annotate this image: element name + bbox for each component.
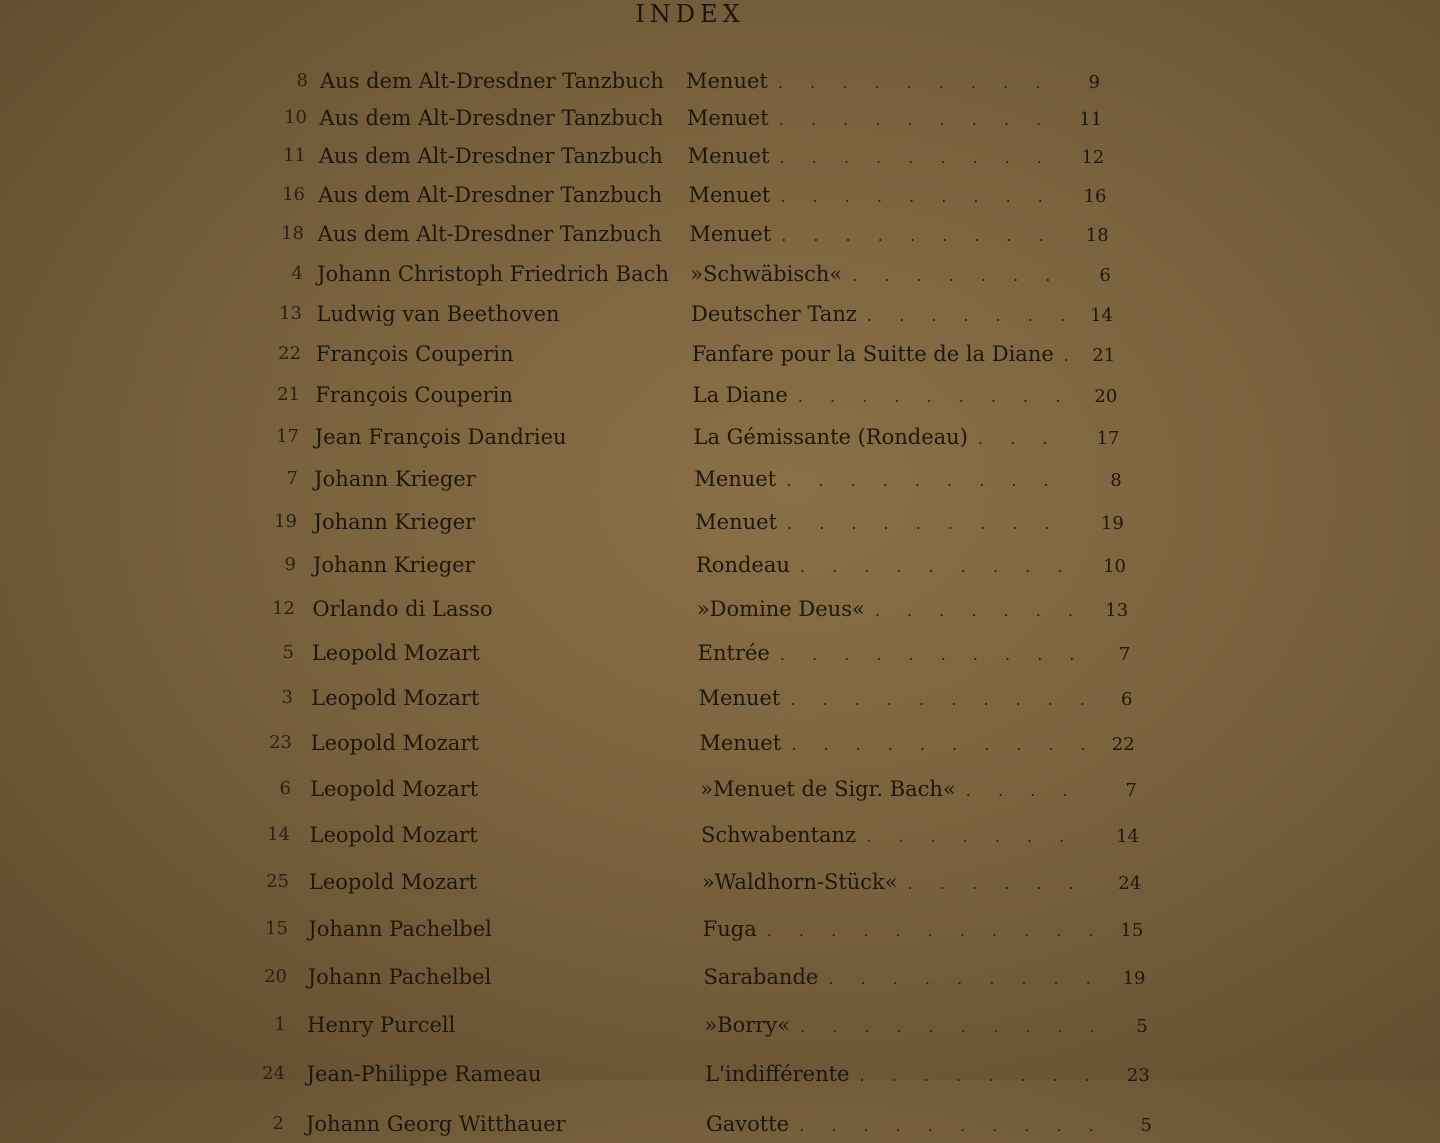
entry-piece-title: Menuet	[688, 182, 771, 207]
dot-leader	[798, 380, 1071, 414]
entry-composer: Henry Purcell	[307, 1013, 456, 1038]
index-entry	[0, 101, 1440, 135]
entry-piece-line	[694, 462, 1121, 498]
dot-leader	[767, 914, 1098, 948]
index-entry	[0, 178, 1440, 212]
dot-leader	[866, 820, 1093, 854]
entry-page-number: 20	[1094, 386, 1118, 408]
entry-page-number: 17	[1096, 427, 1120, 449]
entry-piece-title: Fuga	[702, 917, 757, 941]
entry-piece-title: Menuet	[687, 144, 770, 169]
entry-piece-title: Fanfare pour la Suitte de la Diane	[691, 342, 1054, 367]
entry-piece-line	[704, 960, 1146, 996]
entry-number: 2	[272, 1112, 284, 1134]
entry-page-number: 5	[1136, 1016, 1148, 1038]
entry-page-number: 8	[1110, 470, 1122, 491]
entry-number: 19	[274, 510, 297, 532]
index-entry	[0, 337, 1440, 371]
entry-page-number: 7	[1125, 779, 1137, 801]
entry-piece-line	[689, 178, 1107, 214]
index-entry	[0, 1107, 1440, 1141]
entry-page-number: 7	[1118, 643, 1131, 665]
entry-composer: François Couperin	[315, 383, 513, 408]
entry-piece-line	[695, 505, 1124, 541]
entry-composer: Leopold Mozart	[311, 640, 480, 665]
entry-piece-line	[706, 1107, 1152, 1143]
dot-leader	[800, 550, 1080, 584]
dot-leader	[828, 962, 1099, 996]
dot-leader	[778, 66, 1054, 100]
entry-piece-line	[700, 772, 1137, 808]
dot-leader	[867, 299, 1067, 333]
entry-piece-line	[690, 257, 1111, 293]
entry-piece-line	[701, 818, 1139, 854]
dot-leader	[852, 259, 1065, 293]
entry-piece-title: Rondeau	[696, 552, 790, 577]
entry-piece-title: Menuet	[686, 106, 769, 131]
entry-composer: Johann Pachelbel	[307, 964, 492, 989]
dot-leader	[1064, 339, 1069, 373]
entry-composer: François Couperin	[315, 342, 514, 367]
entry-page-number: 14	[1116, 825, 1139, 847]
entry-piece-line	[699, 726, 1134, 762]
entry-composer: Aus dem Alt-Dresdner Tanzbuch	[319, 106, 664, 131]
entry-number: 1	[274, 1014, 286, 1036]
entry-composer: Leopold Mozart	[309, 822, 478, 847]
entry-piece-line	[705, 1057, 1150, 1093]
entry-number: 4	[291, 262, 303, 284]
entry-composer: Aus dem Alt-Dresdner Tanzbuch	[318, 182, 663, 207]
dot-leader	[787, 507, 1078, 541]
entry-piece-line	[688, 139, 1105, 175]
index-entry	[0, 772, 1440, 806]
entry-piece-title: »Menuet de Sigr. Bach«	[700, 776, 956, 801]
entry-piece-line	[689, 217, 1108, 253]
entry-piece-line	[697, 592, 1128, 628]
entry-page-number: 19	[1122, 967, 1146, 989]
entry-page-number: 5	[1140, 1114, 1152, 1136]
entry-composer: Johann Georg Witthauer	[306, 1111, 566, 1136]
entry-number: 8	[296, 70, 308, 91]
entry-number: 20	[264, 965, 287, 987]
index-entry	[0, 1008, 1440, 1042]
entry-piece-title: Sarabande	[703, 964, 819, 989]
dot-leader	[800, 1010, 1102, 1044]
entry-number: 15	[265, 918, 288, 939]
entry-composer: Leopold Mozart	[310, 776, 479, 801]
entry-number: 9	[284, 553, 296, 575]
entry-page-number: 22	[1111, 733, 1135, 755]
entry-page-number: 24	[1118, 872, 1142, 894]
entry-piece-line	[686, 64, 1100, 100]
entry-composer: Jean François Dandrieu	[314, 424, 567, 449]
entry-piece-line	[699, 681, 1133, 717]
entry-number: 16	[282, 183, 305, 205]
entry-composer: Orlando di Lasso	[312, 596, 493, 621]
entry-piece-line	[693, 378, 1118, 414]
entry-page-number: 15	[1120, 920, 1144, 941]
entry-composer: Aus dem Alt-Dresdner Tanzbuch	[317, 221, 662, 246]
dot-leader	[780, 180, 1060, 214]
entry-composer: Aus dem Alt-Dresdner Tanzbuch	[318, 144, 663, 169]
entry-page-number: 12	[1081, 147, 1105, 169]
page-title: INDEX	[635, 0, 745, 28]
entry-page-number: 19	[1100, 512, 1124, 534]
entry-page-number: 6	[1121, 688, 1133, 710]
entry-piece-title: Deutscher Tanz	[691, 301, 857, 326]
entry-number: 11	[283, 145, 306, 167]
index-entry	[0, 420, 1440, 454]
dot-leader	[908, 867, 1096, 901]
entry-piece-line	[703, 912, 1144, 948]
entry-page-number: 11	[1079, 109, 1103, 131]
index-entry	[0, 818, 1440, 852]
entry-number: 25	[266, 870, 289, 892]
dot-leader	[779, 103, 1056, 137]
index-entry	[0, 505, 1440, 539]
index-entry	[0, 217, 1440, 251]
entry-number: 10	[284, 107, 307, 129]
index-entry	[0, 865, 1440, 899]
entry-composer: Jean-Philippe Rameau	[306, 1062, 542, 1087]
entry-piece-line	[702, 865, 1141, 901]
entry-page-number: 18	[1085, 224, 1109, 246]
entry-page-number: 16	[1083, 185, 1107, 207]
index-entry	[0, 912, 1440, 946]
entry-piece-title: Gavotte	[706, 1111, 790, 1136]
entry-composer: Aus dem Alt-Dresdner Tanzbuch	[320, 69, 664, 93]
index-entry	[0, 681, 1440, 715]
entry-piece-line	[691, 297, 1113, 333]
index-entry	[0, 726, 1440, 760]
entry-piece-title: L'indifférente	[705, 1062, 850, 1087]
entry-composer: Leopold Mozart	[310, 730, 479, 755]
entry-composer: Ludwig van Beethoven	[316, 301, 560, 326]
entry-page-number: 9	[1088, 72, 1100, 93]
entry-composer: Johann Krieger	[313, 509, 476, 534]
entry-piece-title: Menuet	[686, 69, 768, 93]
dot-leader	[780, 638, 1084, 672]
entry-piece-title: Menuet	[689, 221, 772, 246]
entry-number: 13	[279, 302, 302, 324]
index-entry	[0, 548, 1440, 582]
index-entry	[0, 257, 1440, 291]
entry-piece-title: Entrée	[697, 640, 770, 665]
entry-page-number: 21	[1092, 345, 1116, 367]
dot-leader	[978, 422, 1074, 456]
entry-piece-title: »Waldhorn-Stück«	[701, 869, 898, 894]
entry-composer: Johann Krieger	[313, 552, 475, 577]
entry-composer: Johann Christoph Friedrich Bach	[317, 261, 669, 286]
entry-number: 21	[277, 384, 300, 406]
index-entry	[0, 960, 1440, 994]
entry-piece-title: »Schwäbisch«	[690, 261, 843, 286]
entry-page-number: 10	[1103, 555, 1126, 577]
entry-number: 12	[272, 597, 295, 619]
entry-piece-title: Menuet	[698, 685, 781, 710]
index-entry	[0, 462, 1440, 496]
index-entry	[0, 1057, 1440, 1091]
entry-piece-line	[696, 548, 1126, 584]
entry-composer: Leopold Mozart	[311, 685, 480, 710]
dot-leader	[790, 683, 1086, 717]
dot-leader	[786, 464, 1075, 498]
index-entry	[0, 297, 1440, 331]
entry-page-number: 6	[1099, 264, 1111, 286]
entry-piece-title: La Diane	[692, 383, 788, 408]
entry-number: 17	[276, 425, 299, 447]
entry-piece-title: Menuet	[695, 509, 778, 534]
index-entry	[0, 64, 1440, 98]
entry-piece-title: Menuet	[694, 467, 777, 491]
dot-leader	[875, 594, 1082, 628]
entry-number: 5	[282, 641, 294, 663]
entry-number: 7	[286, 468, 298, 489]
index-entry	[0, 378, 1440, 412]
index-entry	[0, 139, 1440, 173]
dot-leader	[781, 219, 1062, 253]
entry-composer: Johann Krieger	[314, 467, 476, 491]
dot-leader	[859, 1059, 1103, 1093]
entry-piece-line	[692, 337, 1115, 373]
index-entry	[0, 592, 1440, 626]
entry-number: 14	[267, 823, 290, 845]
entry-composer: Leopold Mozart	[308, 869, 478, 894]
dot-leader	[799, 1109, 1106, 1143]
entry-piece-line	[694, 420, 1120, 456]
entry-page-number: 13	[1105, 599, 1129, 621]
index-entry	[0, 636, 1440, 670]
entry-piece-title: »Domine Deus«	[696, 596, 865, 621]
entry-number: 18	[281, 222, 304, 244]
entry-piece-title: »Borry«	[704, 1013, 791, 1038]
entry-piece-title: La Gémissante (Rondeau)	[693, 424, 968, 449]
entry-piece-title: Menuet	[699, 730, 782, 755]
entry-number: 6	[279, 777, 291, 799]
entry-composer: Johann Pachelbel	[308, 917, 492, 941]
entry-piece-line	[704, 1008, 1147, 1044]
entry-page-number: 14	[1090, 304, 1113, 326]
entry-piece-line	[687, 101, 1102, 137]
entry-piece-title: Schwabentanz	[701, 822, 857, 847]
entry-piece-line	[698, 636, 1131, 672]
entry-number: 22	[278, 343, 301, 365]
entry-number: 23	[269, 731, 292, 753]
entry-number: 3	[281, 686, 293, 708]
dot-leader	[780, 141, 1059, 175]
entry-page-number: 23	[1126, 1065, 1150, 1087]
entry-number: 24	[262, 1063, 285, 1085]
dot-leader	[966, 774, 1091, 808]
dot-leader	[791, 728, 1088, 762]
